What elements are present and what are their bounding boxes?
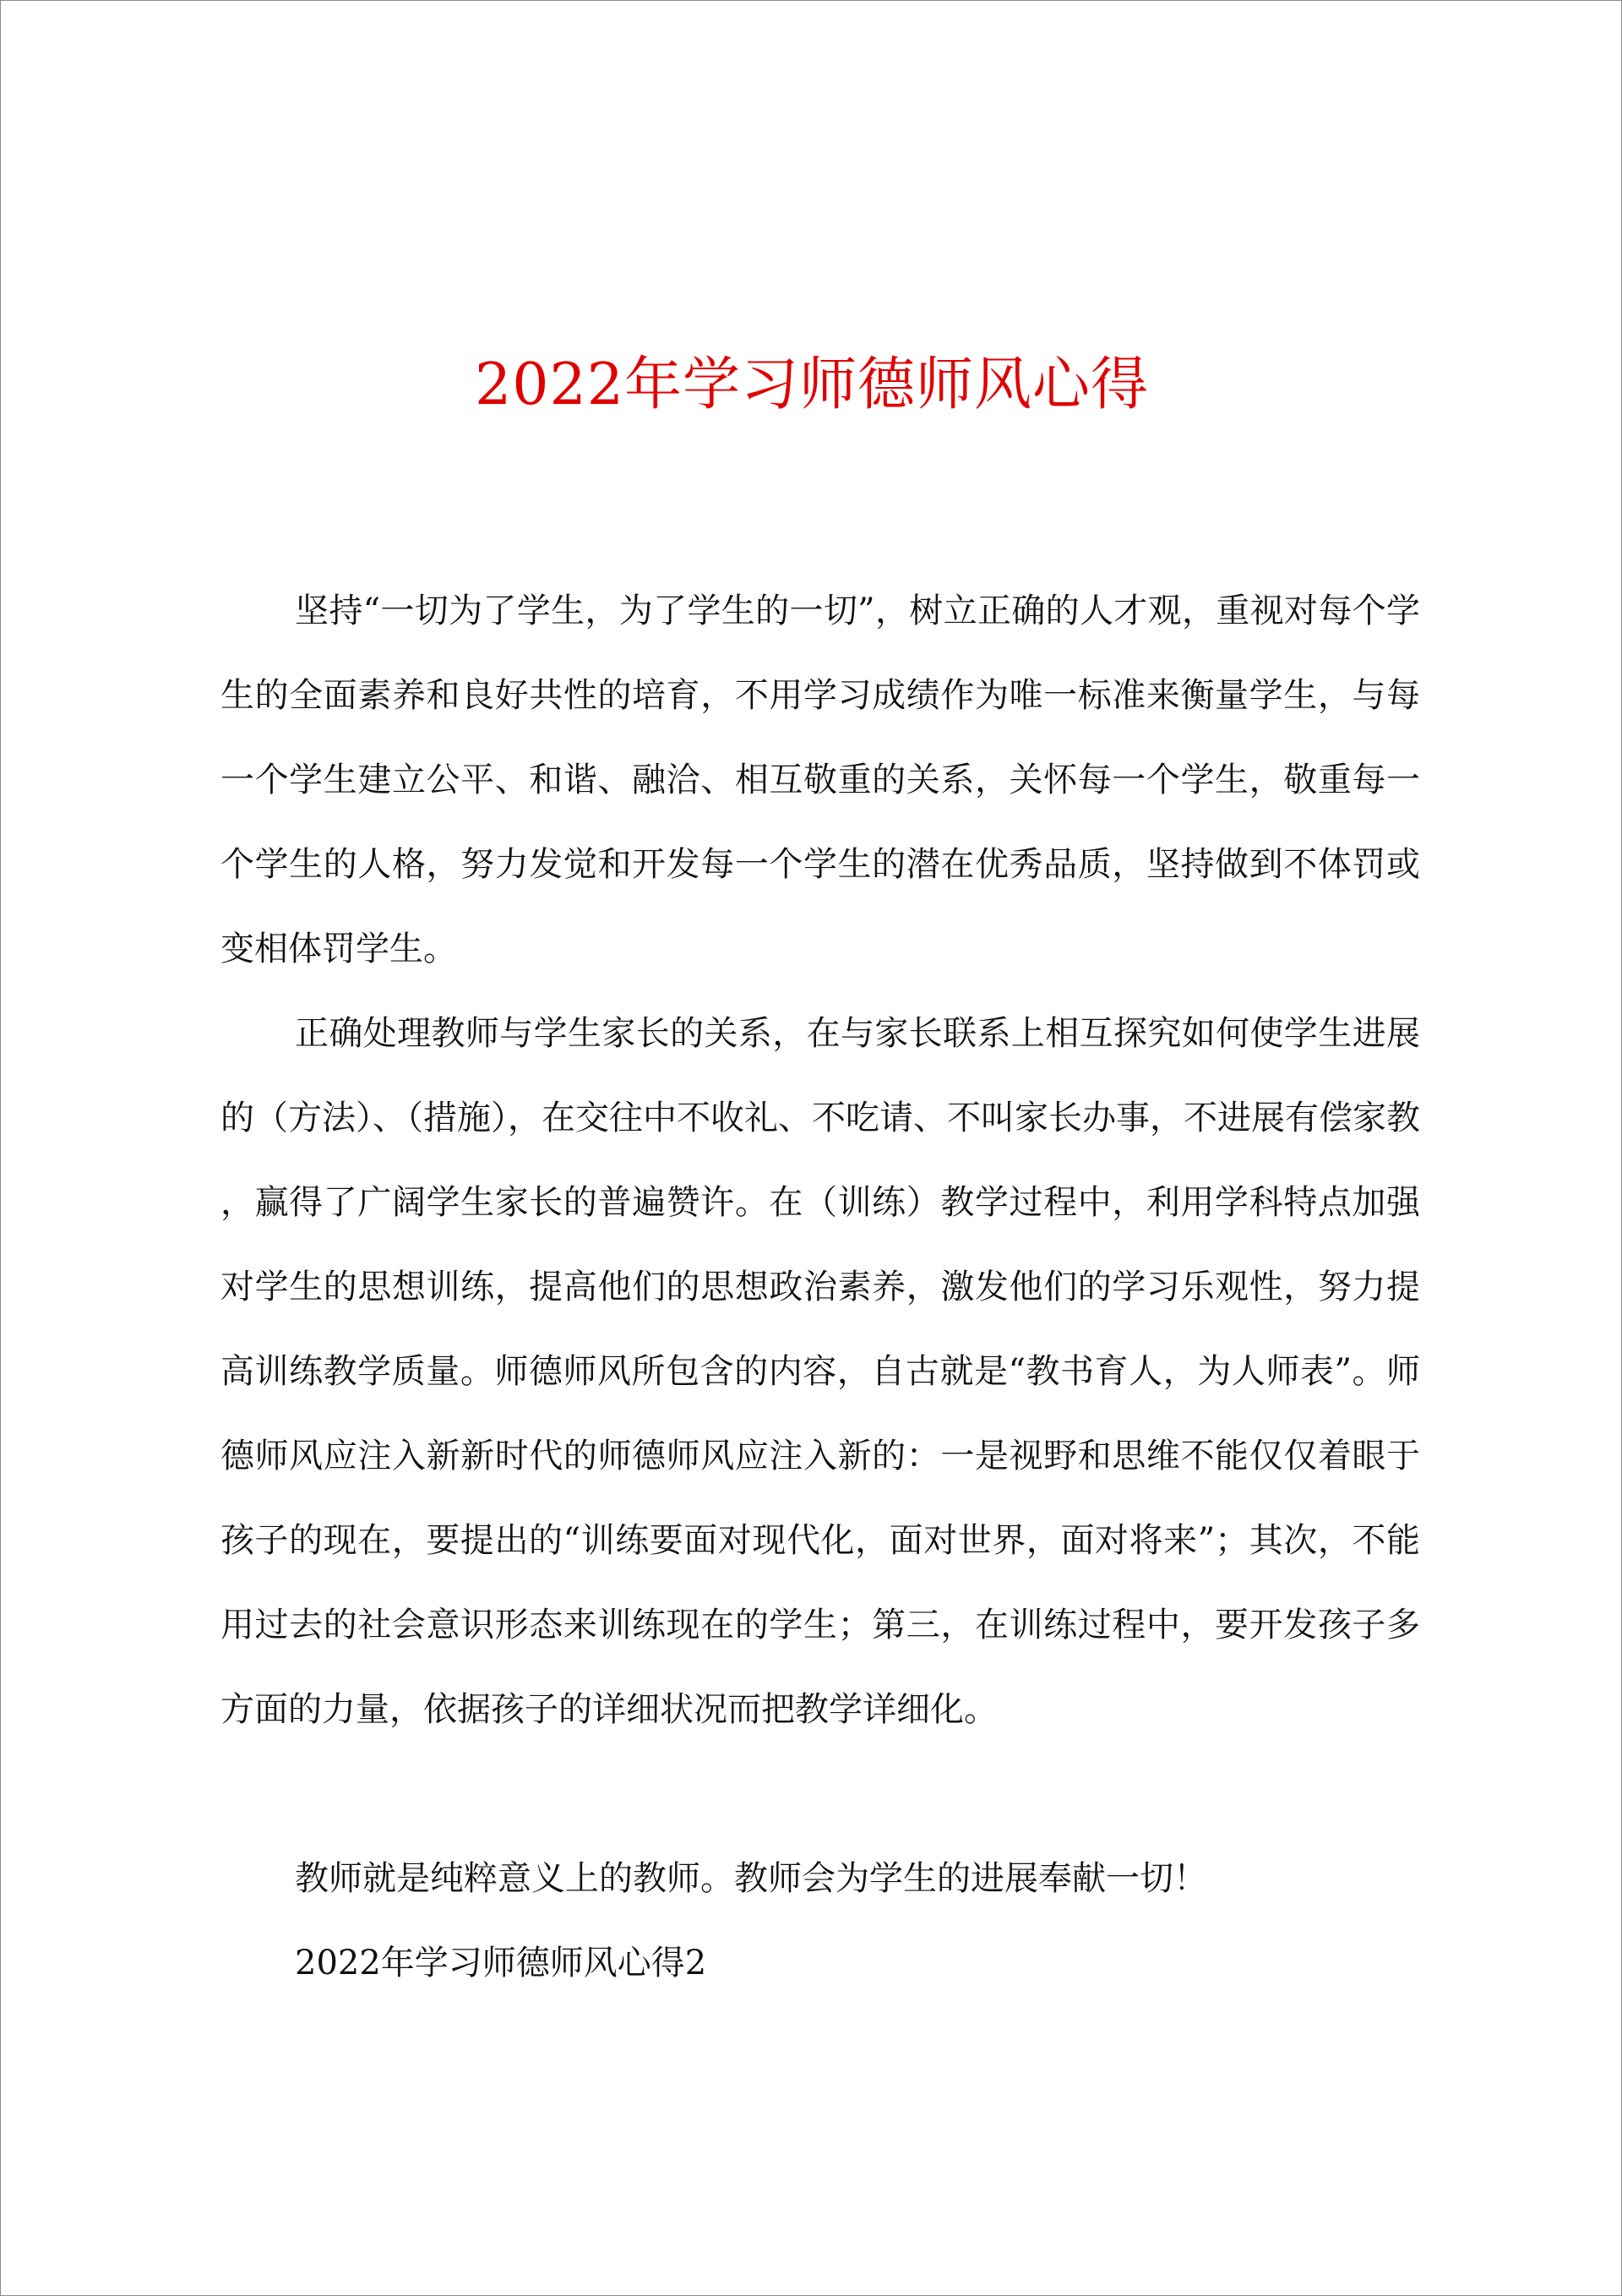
paragraph-1: 坚持“一切为了学生，为了学生的一切”，树立正确的人才观，重视对每个学生的全面素养和良好共性的培育，不用学习成绩作为唯一标准来衡量学生，与每一个学生建立公平、和谐、融洽、相互敬重的关系，关怀每一个学生，敬重每一个学生的人格，努力发觉和开发每一个学生的潜在优秀品质，坚持做到不体罚或变相体罚学生。 <box>220 592 1420 968</box>
section-heading-2: 2022年学习师德师风心得2 <box>295 1944 707 1982</box>
paragraph-2: 正确处理教师与学生家长的关系，在与家长联系上相互探究如何使学生进展的（方法）、（措施），在交往中不收礼、不吃请、不叫家长办事，不进展有偿家教，赢得了广阔学生家长的普遍赞许。在（训练）教学过程中，利用学科特点加强对学生的思想训练，提高他们的思想政治素养，激发他们的学习乐观性，努力提高训练教学质量。师德师风所包含的内容，自古就是“教书育人，为人师表”。师德师风应注入新新时代的师德师风应注入新的：一是视野和思维不能仅仅着眼于孩子的现在，要提出的“训练要面对现代化，面对世界，面对将来”；其次，不能用过去的社会意识形态来训练现在的学生；第三，在训练过程中，要开发孩子多方面的力量，依据孩子的详细状况而把教学详细化。 <box>220 1014 1420 1729</box>
document-title: 2022年学习师德师风心得 <box>474 352 1150 418</box>
paragraph-3: 教师就是纯粹意义上的教师。教师会为学生的进展奉献一切！ <box>295 1859 1207 1898</box>
